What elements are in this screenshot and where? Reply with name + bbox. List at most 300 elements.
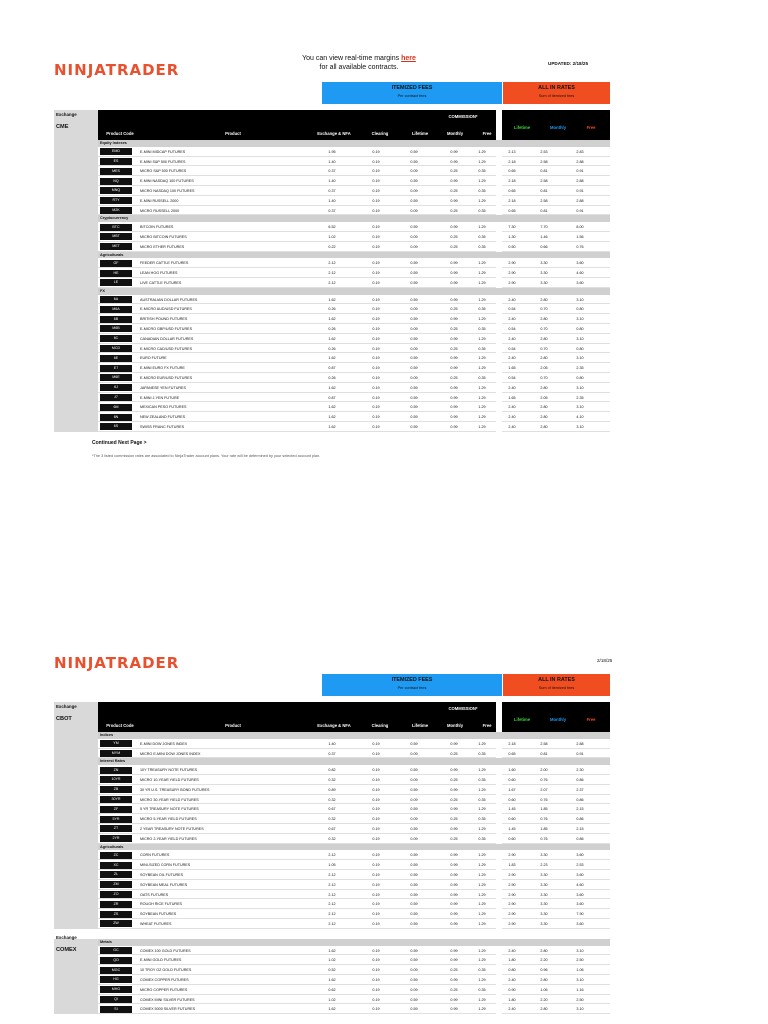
fee-value: 0.99 [450, 741, 458, 746]
fee-value: 0.19 [372, 326, 380, 331]
fee-value: 1.85 [540, 807, 548, 812]
table-row [98, 402, 610, 412]
fee-value: 2.12 [328, 882, 336, 887]
column-header-2: Exchange & NFA [317, 131, 351, 136]
table-row [98, 324, 610, 334]
product-name: E-MINI MIDCAP FUTURES [140, 149, 186, 154]
product-code: ZM [100, 881, 132, 888]
table-row [98, 870, 610, 880]
fee-value: 3.60 [576, 853, 584, 858]
commission-label: COMMISSION* [448, 706, 478, 711]
fee-value: 1.60 [508, 768, 516, 773]
commission-label: COMMISSION* [448, 114, 478, 119]
fee-value: 0.80 [576, 346, 584, 351]
fee-value: 2.12 [328, 853, 336, 858]
fee-value: 0.35 [478, 326, 486, 331]
product-code: 30YR [100, 796, 132, 803]
fee-value: 1.29 [478, 261, 486, 266]
product-code: XC [100, 862, 132, 869]
row-gap [496, 222, 502, 232]
fee-value: 0.91 [576, 169, 584, 174]
table-row [98, 295, 610, 305]
product-name: LIVE CATTLE FUTURES [140, 280, 182, 285]
fee-value: 2.15 [576, 807, 584, 812]
fee-value: 0.76 [576, 244, 584, 249]
fee-value: 0.09 [410, 777, 418, 782]
table-row [98, 1004, 610, 1014]
row-gap [496, 334, 502, 344]
fee-value: 0.86 [576, 797, 584, 802]
table-row [98, 422, 610, 432]
product-code: M6B [100, 325, 132, 332]
fee-value: 1.29 [478, 424, 486, 429]
table-row [98, 899, 610, 909]
fee-value: 1.02 [328, 997, 336, 1002]
row-gap [496, 946, 502, 956]
fee-page-2 [0, 640, 768, 1024]
fee-value: 0.59 [410, 336, 418, 341]
row-gap [496, 242, 502, 252]
fee-value: 0.99 [450, 977, 458, 982]
row-gap [496, 850, 502, 860]
row-gap [496, 795, 502, 805]
product-name: MICRO NASDAQ 100 FUTURES [140, 188, 195, 193]
fee-value: 1.45 [508, 807, 516, 812]
product-name: AUSTRALIAN DOLLAR FUTURES [140, 297, 198, 302]
fee-value: 1.46 [540, 234, 548, 239]
fee-value: 0.35 [478, 307, 486, 312]
fee-value: 2.80 [540, 336, 548, 341]
fee-value: 1.29 [478, 225, 486, 230]
table-row [98, 304, 610, 314]
table-row [98, 383, 610, 393]
fee-value: 1.29 [478, 1007, 486, 1012]
product-name: E-MINI DOW JONES INDEX [140, 741, 188, 746]
fee-value: 2.90 [508, 872, 516, 877]
product-name: MICRO E-MINI DOW JONES INDEX [140, 751, 201, 756]
fee-value: 3.60 [576, 921, 584, 926]
product-code: 6M [100, 404, 132, 411]
product-code: 10YR [100, 776, 132, 783]
fee-value: 0.19 [372, 997, 380, 1002]
product-code: MCD [100, 345, 132, 352]
fee-value: 2.80 [540, 405, 548, 410]
row-gap [496, 363, 502, 373]
fee-value: 0.52 [328, 968, 336, 973]
fee-value: 0.59 [410, 912, 418, 917]
fee-value: 0.09 [410, 244, 418, 249]
fee-value: 2.07 [540, 787, 548, 792]
fee-value: 1.67 [508, 787, 516, 792]
product-code: QI [100, 996, 132, 1003]
fee-value: 2.05 [540, 395, 548, 400]
footnote: *The 3 listed commission rates are associated to NinjaTrader account plans. Your rate will be determined by your selected account plan. [92, 453, 321, 458]
fee-value: 0.25 [450, 208, 458, 213]
fee-value: 3.10 [576, 948, 584, 953]
fee-value: 1.30 [508, 234, 516, 239]
fee-value: 0.09 [410, 836, 418, 841]
row-gap [496, 314, 502, 324]
section-header: Indices [98, 732, 610, 739]
product-code: ZC [100, 852, 132, 859]
fee-value: 0.19 [372, 921, 380, 926]
product-name: MICRO COPPER FUTURES [140, 987, 188, 992]
fee-value: 0.19 [372, 987, 380, 992]
table-row [98, 166, 610, 176]
fee-value: 1.29 [478, 405, 486, 410]
fee-value: 0.59 [410, 882, 418, 887]
fee-value: 0.19 [372, 280, 380, 285]
row-gap [496, 147, 502, 157]
fee-value: 0.35 [478, 244, 486, 249]
fee-value: 1.29 [478, 787, 486, 792]
fee-value: 0.59 [410, 179, 418, 184]
fee-value: 1.29 [478, 958, 486, 963]
product-code: LE [100, 279, 132, 286]
fee-value: 1.62 [328, 385, 336, 390]
fee-value: 0.19 [372, 297, 380, 302]
fee-value: 0.99 [450, 159, 458, 164]
fee-value: 1.29 [478, 395, 486, 400]
product-name: E-MICRO CAD/USD FUTURES [140, 346, 193, 351]
fee-value: 0.19 [372, 415, 380, 420]
fee-value: 0.25 [450, 244, 458, 249]
fee-value: 1.95 [328, 149, 336, 154]
fee-value: 0.25 [450, 375, 458, 380]
fee-value: 2.90 [508, 882, 516, 887]
fee-value: 3.30 [540, 872, 548, 877]
fee-value: 1.29 [478, 948, 486, 953]
fee-value: 0.99 [450, 366, 458, 371]
exchange-column-2 [54, 934, 98, 1014]
fee-value: 3.10 [576, 424, 584, 429]
row-gap [496, 765, 502, 775]
table-row [98, 850, 610, 860]
itemized-title: ITEMIZED FEES [391, 677, 433, 683]
row-gap [496, 393, 502, 403]
fee-value: 2.20 [540, 958, 548, 963]
column-header-5: Monthly [446, 723, 464, 728]
table-row [98, 176, 610, 186]
fee-value: 0.99 [450, 261, 458, 266]
allin-subtitle: Sum of itemized fees [538, 686, 575, 690]
fee-value: 1.40 [328, 159, 336, 164]
fee-value: 0.54 [508, 307, 516, 312]
fee-value: 0.19 [372, 797, 380, 802]
fee-value: 0.19 [372, 307, 380, 312]
column-header-4: Lifetime [411, 131, 429, 136]
fee-value: 0.19 [372, 405, 380, 410]
product-name: SWISS FRANC FUTURES [140, 424, 185, 429]
row-gap [496, 186, 502, 196]
product-name: COMEX 5000 SILVER FUTURES [140, 1007, 196, 1012]
fee-value: 0.09 [410, 797, 418, 802]
fee-table-cme [54, 82, 610, 432]
fee-value: 2.90 [508, 271, 516, 276]
fee-value: 2.58 [540, 198, 548, 203]
all-in-rates-header [503, 82, 610, 104]
fee-value: 2.90 [508, 853, 516, 858]
fee-value: 2.12 [328, 912, 336, 917]
fee-value: 0.09 [410, 968, 418, 973]
fee-value: 0.59 [410, 892, 418, 897]
fee-value: 1.29 [478, 872, 486, 877]
product-name: 5 YR TREASURY NOTE FUTURES [140, 807, 199, 812]
row-gap [496, 824, 502, 834]
exchange-label: Exchange [56, 704, 77, 709]
table-header-bands [54, 82, 610, 110]
fee-value: 2.80 [540, 977, 548, 982]
fee-value: 0.09 [410, 346, 418, 351]
fee-value: 1.16 [576, 987, 584, 992]
fee-value: 3.10 [576, 977, 584, 982]
fee-value: 1.02 [328, 234, 336, 239]
fee-value: 4.60 [576, 882, 584, 887]
fee-value: 0.37 [328, 169, 336, 174]
fee-value: 2.80 [540, 424, 548, 429]
column-header-6: Free [482, 131, 492, 136]
fee-value: 0.09 [410, 234, 418, 239]
fee-value: 0.59 [410, 415, 418, 420]
fee-value: 1.29 [478, 921, 486, 926]
section-header: Interest Rates [98, 758, 610, 765]
fee-value: 2.18 [508, 741, 516, 746]
fee-value: 2.12 [328, 892, 336, 897]
fee-value: 0.60 [508, 797, 516, 802]
fee-value: 3.10 [576, 1007, 584, 1012]
product-name: 10 TROY OZ GOLD FUTURES [140, 968, 192, 973]
column-header-row [98, 110, 610, 140]
fee-value: 0.19 [372, 188, 380, 193]
fee-value: 1.62 [328, 424, 336, 429]
column-header-1: Product [225, 723, 241, 728]
fee-value: 0.81 [540, 751, 548, 756]
table-row [98, 804, 610, 814]
fee-value: 2.23 [540, 863, 548, 868]
fee-value: 0.87 [328, 395, 336, 400]
product-name: E-MINI S&P 500 FUTURES [140, 159, 186, 164]
fee-value: 0.25 [450, 987, 458, 992]
fee-value: 0.99 [450, 768, 458, 773]
fee-table-cbot-comex [54, 674, 610, 1014]
table-row [98, 749, 610, 759]
product-code: ZB [100, 786, 132, 793]
table-row [98, 995, 610, 1005]
fee-value: 1.02 [328, 958, 336, 963]
exchange-name: CME [56, 124, 69, 130]
fee-value: 2.18 [508, 179, 516, 184]
section-header: FX [98, 288, 610, 295]
fee-value: 3.30 [540, 902, 548, 907]
fee-value: 2.40 [508, 385, 516, 390]
fee-value: 1.29 [478, 198, 486, 203]
table-row [98, 795, 610, 805]
fee-value: 3.10 [576, 317, 584, 322]
fee-value: 1.62 [328, 317, 336, 322]
fee-value: 2.40 [508, 977, 516, 982]
row-gap [496, 880, 502, 890]
allin-title: ALL IN RATES [538, 677, 575, 683]
row-gap [496, 402, 502, 412]
product-name: COMEX COPPER FUTURES [140, 977, 189, 982]
fee-value: 0.82 [328, 768, 336, 773]
product-code: EMD [100, 148, 132, 155]
header-gap [496, 702, 502, 732]
product-name: FEEDER CATTLE FUTURES [140, 261, 189, 266]
table-row [98, 775, 610, 785]
itemized-subtitle: Per contract fees [397, 94, 427, 98]
product-code: MNQ [100, 187, 132, 194]
product-name: COMEX 100 GOLD FUTURES [140, 948, 191, 953]
product-name: MINI-SIZED CORN FUTURES [140, 863, 191, 868]
fee-value: 1.29 [478, 882, 486, 887]
fee-value: 0.19 [372, 968, 380, 973]
product-code: GC [100, 947, 132, 954]
row-gap [496, 785, 502, 795]
fee-value: 0.35 [478, 836, 486, 841]
fee-value: 0.99 [450, 415, 458, 420]
fee-value: 3.30 [540, 271, 548, 276]
product-code: 6A [100, 296, 132, 303]
fee-value: 0.99 [450, 853, 458, 858]
fee-value: 0.59 [410, 741, 418, 746]
fee-value: 0.19 [372, 807, 380, 812]
fee-value: 0.70 [540, 375, 548, 380]
fee-value: 0.19 [372, 159, 380, 164]
fee-value: 0.59 [410, 1007, 418, 1012]
fee-value: 0.19 [372, 234, 380, 239]
product-name: JAPANESE YEN FUTURES [140, 385, 186, 390]
fee-value: 2.88 [576, 179, 584, 184]
fee-value: 1.29 [478, 297, 486, 302]
table-row [98, 955, 610, 965]
row-gap [496, 166, 502, 176]
row-gap [496, 232, 502, 242]
fee-value: 0.66 [540, 244, 548, 249]
fee-value: 0.19 [372, 777, 380, 782]
table-row [98, 242, 610, 252]
fee-value: 0.99 [450, 1007, 458, 1012]
fee-value: 2.90 [508, 912, 516, 917]
product-code: 6B [100, 316, 132, 323]
fee-value: 1.56 [576, 234, 584, 239]
fee-value: 0.59 [410, 395, 418, 400]
fee-value: 2.12 [328, 271, 336, 276]
fee-value: 0.87 [328, 366, 336, 371]
fee-value: 0.19 [372, 198, 380, 203]
fee-value: 1.40 [328, 198, 336, 203]
fee-value: 0.25 [450, 169, 458, 174]
fee-value: 7.90 [576, 912, 584, 917]
column-header-1: Product [225, 131, 241, 136]
product-name: E-MINI RUSSELL 2000 [140, 198, 179, 203]
row-gap [496, 775, 502, 785]
itemized-title: ITEMIZED FEES [391, 85, 433, 91]
table-row [98, 334, 610, 344]
fee-value: 0.26 [328, 326, 336, 331]
product-code: ZL [100, 871, 132, 878]
fee-value: 0.19 [372, 958, 380, 963]
row-gap [496, 383, 502, 393]
fee-value: 1.29 [478, 415, 486, 420]
fee-value: 4.60 [576, 271, 584, 276]
allin-title: ALL IN RATES [538, 85, 575, 91]
fee-value: 2.80 [540, 317, 548, 322]
fee-value: 0.19 [372, 225, 380, 230]
fee-value: 2.88 [576, 741, 584, 746]
fee-value: 0.09 [410, 375, 418, 380]
fee-value: 0.80 [576, 307, 584, 312]
product-code: 6S [100, 423, 132, 430]
fee-value: 0.59 [410, 826, 418, 831]
fee-value: 0.19 [372, 892, 380, 897]
fee-value: 0.99 [450, 958, 458, 963]
exchange-column [54, 110, 98, 432]
fee-value: 2.15 [576, 826, 584, 831]
table-row [98, 739, 610, 749]
fee-value: 0.19 [372, 882, 380, 887]
row-gap [496, 965, 502, 975]
fee-value: 0.59 [410, 853, 418, 858]
section-header: Agriculturals [98, 844, 610, 851]
table-row [98, 222, 610, 232]
fee-value: 2.37 [576, 787, 584, 792]
product-code: HE [100, 270, 132, 277]
fee-value: 3.30 [540, 882, 548, 887]
table-row [98, 814, 610, 824]
margins-link[interactable]: here [401, 55, 416, 62]
fee-value: 3.30 [540, 921, 548, 926]
product-name: LEAN HOG FUTURES [140, 271, 178, 276]
fee-value: 0.19 [372, 948, 380, 953]
table-row [98, 860, 610, 870]
fee-value: 0.76 [540, 777, 548, 782]
ninjatrader-logo: NINJATRADER [54, 61, 180, 79]
product-name: MICRO 2-YEAR YIELD FUTURES [140, 836, 197, 841]
fee-value: 0.81 [540, 169, 548, 174]
itemized-subtitle: Per contract fees [397, 686, 427, 690]
fee-value: 0.70 [540, 346, 548, 351]
fee-value: 1.65 [508, 366, 516, 371]
fee-value: 0.76 [540, 797, 548, 802]
product-code: M2K [100, 207, 132, 214]
fee-value: 0.59 [410, 261, 418, 266]
fee-value: 3.30 [540, 892, 548, 897]
fee-value: 0.80 [576, 375, 584, 380]
table-row [98, 196, 610, 206]
product-name: WHEAT FUTURES [140, 921, 172, 926]
fee-value: 0.37 [328, 188, 336, 193]
row-gap [496, 890, 502, 900]
fee-value: 2.58 [540, 741, 548, 746]
product-name: EURO FUTURE [140, 356, 167, 361]
table-row [98, 824, 610, 834]
table-row [98, 412, 610, 422]
fee-value: 8.00 [576, 225, 584, 230]
fee-value: 3.30 [540, 261, 548, 266]
fee-value: 0.59 [410, 902, 418, 907]
product-name: CORN FUTURES [140, 853, 170, 858]
fee-value: 2.50 [576, 997, 584, 1002]
product-name: MICRO 10-YEAR YIELD FUTURES [140, 777, 199, 782]
product-code: M6A [100, 306, 132, 313]
fee-value: 1.06 [540, 987, 548, 992]
fee-value: 1.05 [328, 863, 336, 868]
row-gap [496, 304, 502, 314]
product-code: RTY [100, 197, 132, 204]
fee-value: 1.62 [328, 405, 336, 410]
fee-value: 0.32 [328, 797, 336, 802]
